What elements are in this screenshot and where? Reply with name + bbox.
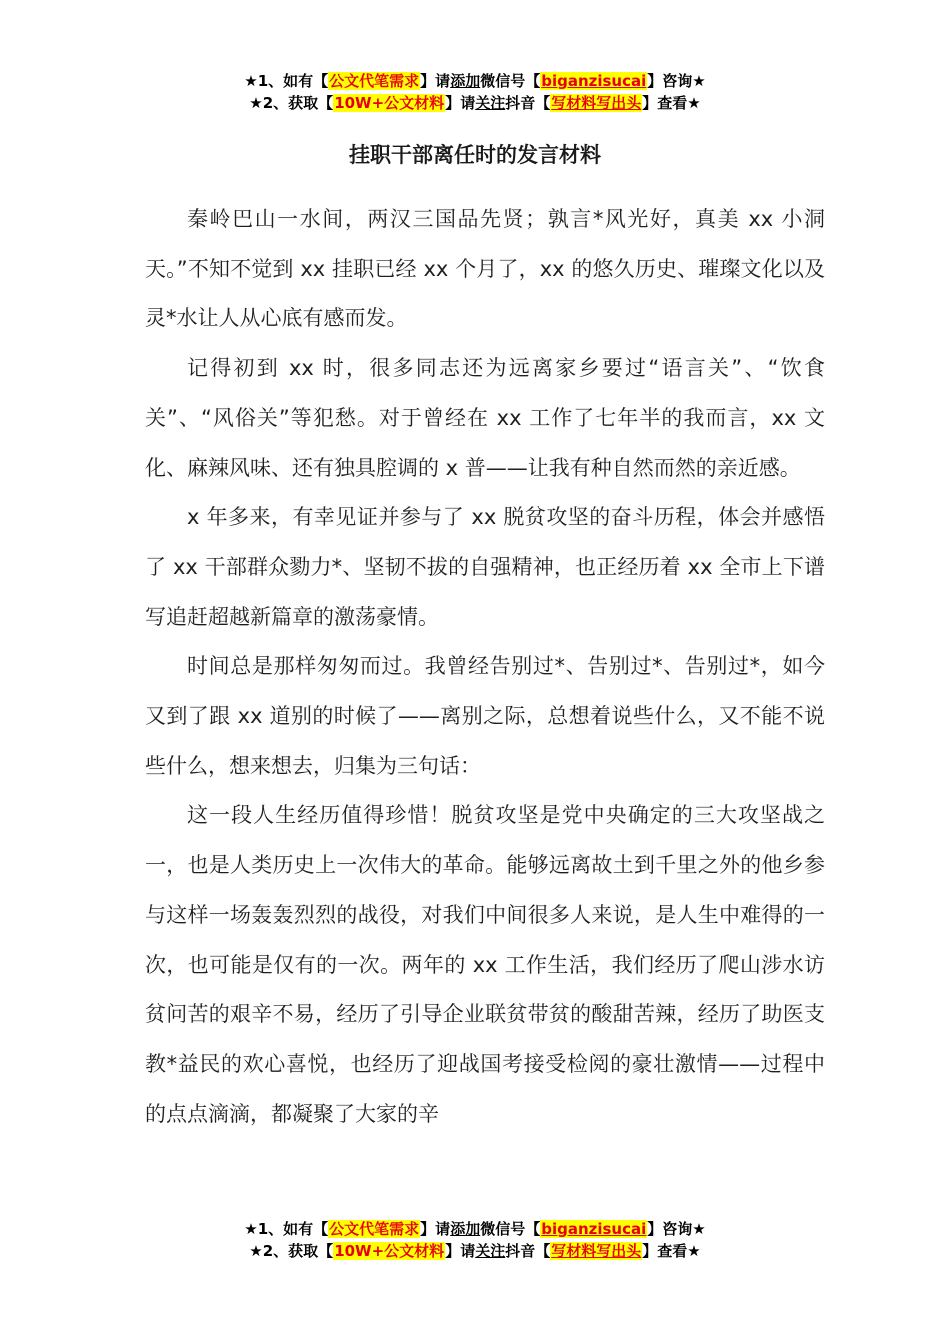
promo-text: 】查看★ [642,94,701,112]
promo-highlight: 10W+公文材料 [334,1242,445,1260]
promo-text: 】请 [420,72,451,90]
promo-highlight: 公文代笔需求 [329,72,420,90]
promo-text: 】请 [445,94,476,112]
douyin-id: 写材料写出头 [551,1242,642,1260]
promo-text: ★2、获取【 [249,94,334,112]
body-paragraph: x 年多来，有幸见证并参与了 xx 脱贫攻坚的奋斗历程，体会并感悟了 xx 干部群众勠力*、坚韧不拔的自强精神，也正经历着 xx 全市上下谱写追赶超越新篇章的激荡豪情。 [145,505,825,629]
promo-highlight: 10W+公文材料 [334,94,445,112]
document-title: 挂职干部离任时的发言材料 [349,143,601,167]
promo-text: 微信号【 [480,1220,541,1238]
wechat-id: biganzisucai [541,1220,647,1238]
promo-underline: 关注 [475,1242,506,1260]
promo-line-1 [0,1218,950,1240]
promo-text: ★1、如有【 [244,1220,329,1238]
promo-text: 】请 [420,1220,451,1238]
promo-underline: 关注 [475,94,506,112]
body-paragraph: 秦岭巴山一水间，两汉三国品先贤；孰言*风光好，真美 xx 小洞天。”不知不觉到 xx 挂职已经 xx 个月了，xx 的悠久历史、璀璨文化以及灵*水让人从心底有感而发。 [145,207,825,331]
promo-underline: 添加 [450,72,481,90]
promo-highlight: 公文代笔需求 [329,1220,420,1238]
promo-underline: 添加 [450,1220,481,1238]
promo-text: 】咨询★ [647,1220,706,1238]
body-paragraph: 这一段人生经历值得珍惜！脱贫攻坚是党中央确定的三大攻坚战之一，也是人类历史上一次伟大的革命。能够远离故土到千里之外的他乡参与这样一场轰轰烈烈的战役，对我们中间很多人来说，是人生中难得的一次，也可能是仅有的一次。两年的 xx 工作生活，我们经历了爬山涉水访贫问苦的艰辛不易，经历了引导企业联贫带贫的酸甜苦辣，经历了助医支教*益民的欢心喜悦，也经历了迎战国考接受检阅的豪壮激情——过程中的点点滴滴，都凝聚了大家的辛 [145,803,825,1126]
promo-line-2 [0,1240,950,1262]
promo-line-2 [0,92,950,114]
body-paragraph: 时间总是那样匆匆而过。我曾经告别过*、告别过*、告别过*，如今又到了跟 xx 道别的时候了——离别之际，总想着说些什么，又不能不说些什么，想来想去，归集为三句话： [145,654,825,778]
promo-text: 抖音【 [505,1242,551,1260]
promo-line-1 [0,70,950,92]
promo-text: 】查看★ [642,1242,701,1260]
promo-text: 】咨询★ [647,72,706,90]
promo-text: 微信号【 [480,72,541,90]
bottom-promo-banner [0,1218,950,1262]
promo-text: 抖音【 [505,94,551,112]
promo-text: ★2、获取【 [249,1242,334,1260]
douyin-id: 写材料写出头 [551,94,642,112]
top-promo-banner [0,70,950,114]
promo-text: 】请 [445,1242,476,1260]
promo-text: ★1、如有【 [244,72,329,90]
wechat-id: biganzisucai [541,72,647,90]
document-body [145,195,825,1139]
body-paragraph: 记得初到 xx 时，很多同志还为远离家乡要过“语言关”、“饮食关”、“风俗关”等犯愁。对于曾经在 xx 工作了七年半的我而言，xx 文化、麻辣风味、还有独具腔调的 x 普——让我有种自然而然的亲近感。 [145,356,825,480]
